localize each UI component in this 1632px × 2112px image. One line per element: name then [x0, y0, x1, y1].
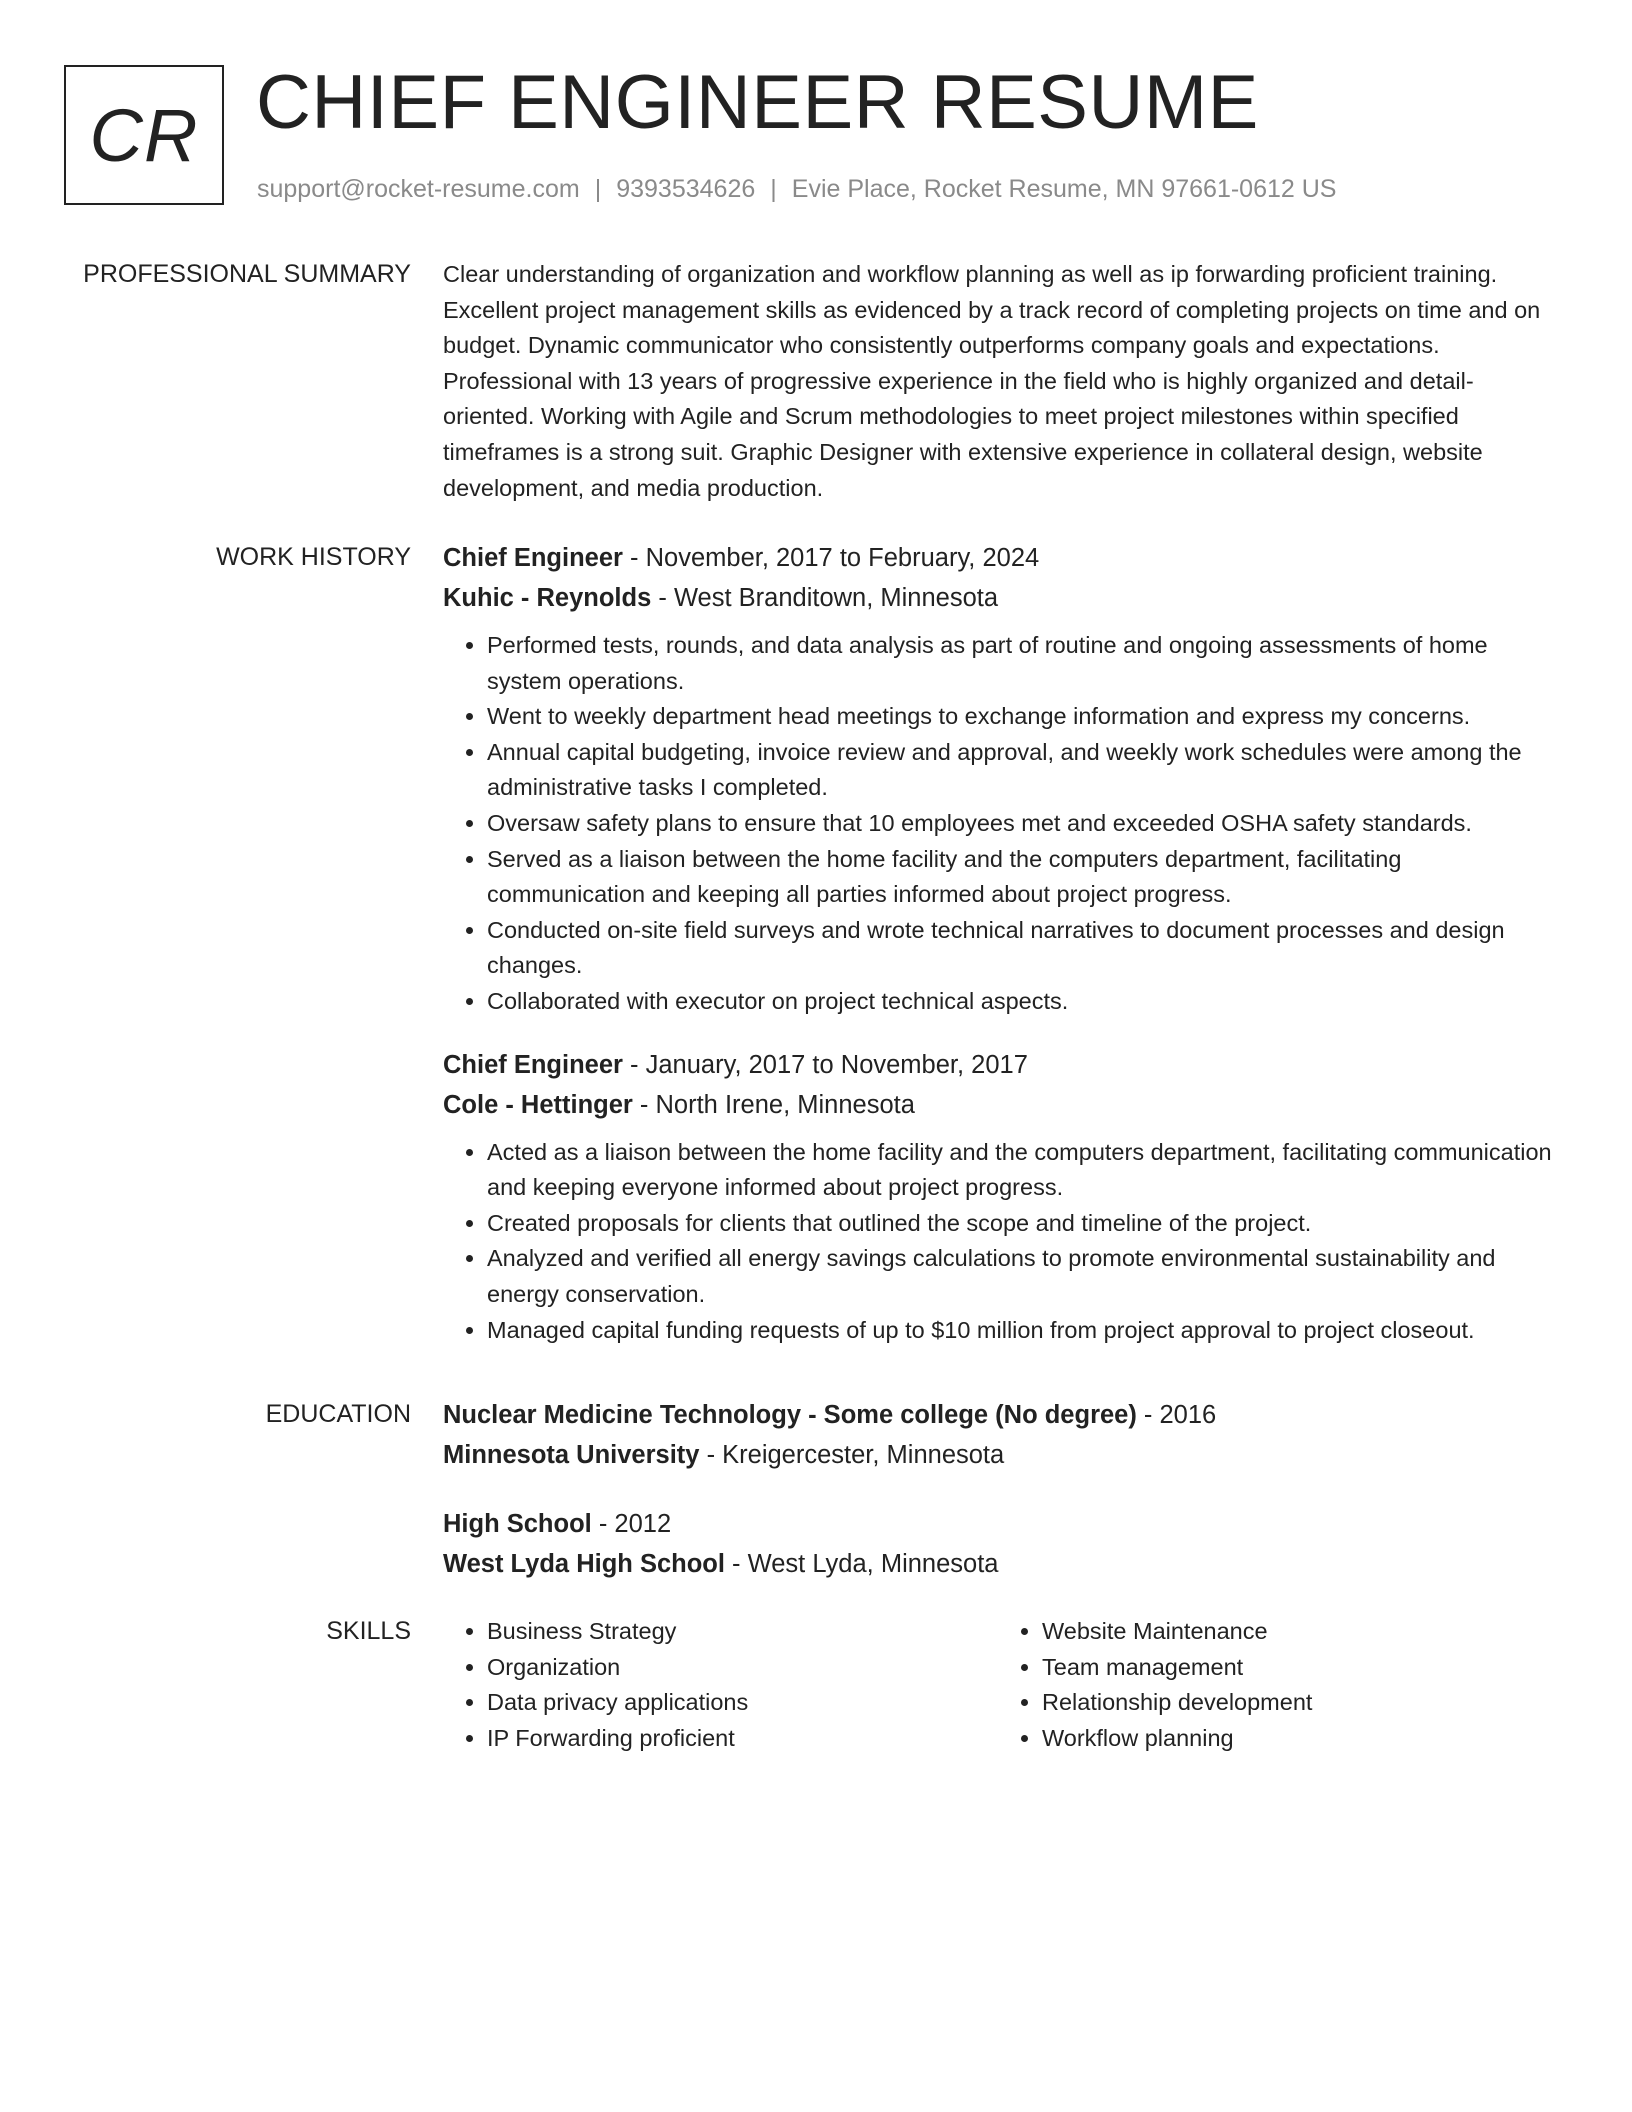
- job-bullet-list: [443, 628, 1553, 1020]
- job-title: Chief Engineer: [443, 544, 623, 572]
- skill-item: • Team management: [1042, 1650, 1553, 1686]
- job-bullet: • Annual capital budgeting, invoice review and approval, and weekly work schedules were among the administrative tasks I completed.: [487, 735, 1553, 806]
- education-degree: High School: [443, 1510, 592, 1538]
- skill-item: • Organization: [487, 1650, 998, 1686]
- job-entry: [443, 1045, 1553, 1349]
- skill-item: • Business Strategy: [487, 1614, 998, 1650]
- education-body: [443, 1395, 1553, 1613]
- education-school-line: [443, 1435, 1553, 1475]
- monogram-logo: CR: [64, 65, 224, 205]
- education-entry: [443, 1395, 1553, 1475]
- skills-columns: [443, 1614, 1553, 1756]
- education-year: - 2016: [1136, 1401, 1217, 1429]
- skill-item: • Workflow planning: [1042, 1721, 1553, 1757]
- education-degree: Nuclear Medicine Technology - Some college (No degree): [443, 1401, 1137, 1429]
- education-school-line: [443, 1544, 1553, 1584]
- section-label-work-history: WORK HISTORY: [216, 543, 411, 571]
- job-location: - West Branditown, Minnesota: [651, 584, 999, 612]
- education-degree-line: [443, 1504, 1553, 1544]
- contact-separator: |: [770, 175, 777, 203]
- job-location: - North Irene, Minnesota: [632, 1090, 915, 1119]
- summary-text: Clear understanding of organization and workflow planning as well as ip forwarding proficient training. Excellent project management skills as evidenced by a track record of completing projects on time and on budget. Dynamic communicator who consistently outperforms company goals and expectations. Professional with 13 years of progressive experience in the field who is highly organized and detail-oriented. Working with Agile and Scrum methodologies to meet project milestones within specified timeframes is a strong suit. Graphic Designer with extensive experience in collateral design, website development, and media production.: [443, 261, 1541, 501]
- education-location: - West Lyda, Minnesota: [724, 1550, 999, 1578]
- job-company: Cole - Hettinger: [443, 1090, 633, 1119]
- skill-item: • Website Maintenance: [1042, 1614, 1553, 1650]
- job-bullet: • Oversaw safety plans to ensure that 10 employees met and exceeded OSHA safety standards.: [487, 806, 1553, 842]
- education-location: - Kreigercester, Minnesota: [699, 1441, 1005, 1469]
- education-year: - 2012: [591, 1510, 672, 1538]
- job-bullet: • Collaborated with executor on project technical aspects.: [487, 984, 1553, 1020]
- job-company: Kuhic - Reynolds: [443, 584, 652, 612]
- skills-body: [443, 1614, 1553, 1756]
- job-bullet: • Served as a liaison between the home facility and the computers department, facilitating communication and keeping all parties informed about project progress.: [487, 842, 1553, 913]
- job-bullet: • Analyzed and verified all energy savings calculations to promote environmental sustainability and energy conservation.: [487, 1241, 1553, 1312]
- skill-item: • Relationship development: [1042, 1685, 1553, 1721]
- section-label-education: EDUCATION: [265, 1400, 411, 1428]
- work-history-body: [443, 538, 1553, 1373]
- job-company-line: [443, 1085, 1553, 1125]
- skill-item: • Data privacy applications: [487, 1685, 998, 1721]
- section-label-summary: PROFESSIONAL SUMMARY: [83, 260, 411, 288]
- summary-body: [443, 257, 1553, 506]
- job-title-line: [443, 538, 1553, 578]
- education-degree-line: [443, 1395, 1553, 1435]
- job-bullet: • Acted as a liaison between the home facility and the computers department, facilitating communication and keeping everyone informed about project progress.: [487, 1135, 1553, 1206]
- job-title-line: [443, 1045, 1553, 1085]
- job-title: Chief Engineer: [443, 1050, 623, 1079]
- job-entry: [443, 538, 1553, 1020]
- job-bullet: • Conducted on-site field surveys and wrote technical narratives to document processes and design changes.: [487, 913, 1553, 984]
- job-dates: - January, 2017 to November, 2017: [622, 1050, 1028, 1079]
- job-bullet-list: [443, 1135, 1553, 1349]
- skills-list-right: [998, 1614, 1553, 1756]
- contact-address: Evie Place, Rocket Resume, MN 97661-0612 US: [791, 175, 1337, 203]
- education-school: West Lyda High School: [443, 1550, 725, 1578]
- job-bullet: • Performed tests, rounds, and data analysis as part of routine and ongoing assessments of home system operations.: [487, 628, 1553, 699]
- contact-line: [257, 172, 1336, 206]
- job-bullet: • Went to weekly department head meetings to exchange information and express my concerns.: [487, 699, 1553, 735]
- contact-phone: 9393534626: [616, 175, 756, 203]
- contact-separator: |: [594, 175, 602, 203]
- education-school: Minnesota University: [443, 1441, 700, 1469]
- skills-list-left: [443, 1614, 998, 1756]
- job-bullet: • Created proposals for clients that outlined the scope and timeline of the project.: [487, 1206, 1553, 1242]
- contact-email: support@rocket-resume.com: [257, 175, 580, 203]
- job-bullet: • Managed capital funding requests of up to $10 million from project approval to project closeout.: [487, 1313, 1553, 1349]
- page-title: CHIEF ENGINEER RESUME: [256, 60, 1259, 145]
- job-company-line: [443, 578, 1553, 618]
- education-entry: [443, 1504, 1553, 1584]
- job-dates: - November, 2017 to February, 2024: [622, 544, 1040, 572]
- section-label-skills: SKILLS: [326, 1617, 411, 1645]
- skill-item: • IP Forwarding proficient: [487, 1721, 998, 1757]
